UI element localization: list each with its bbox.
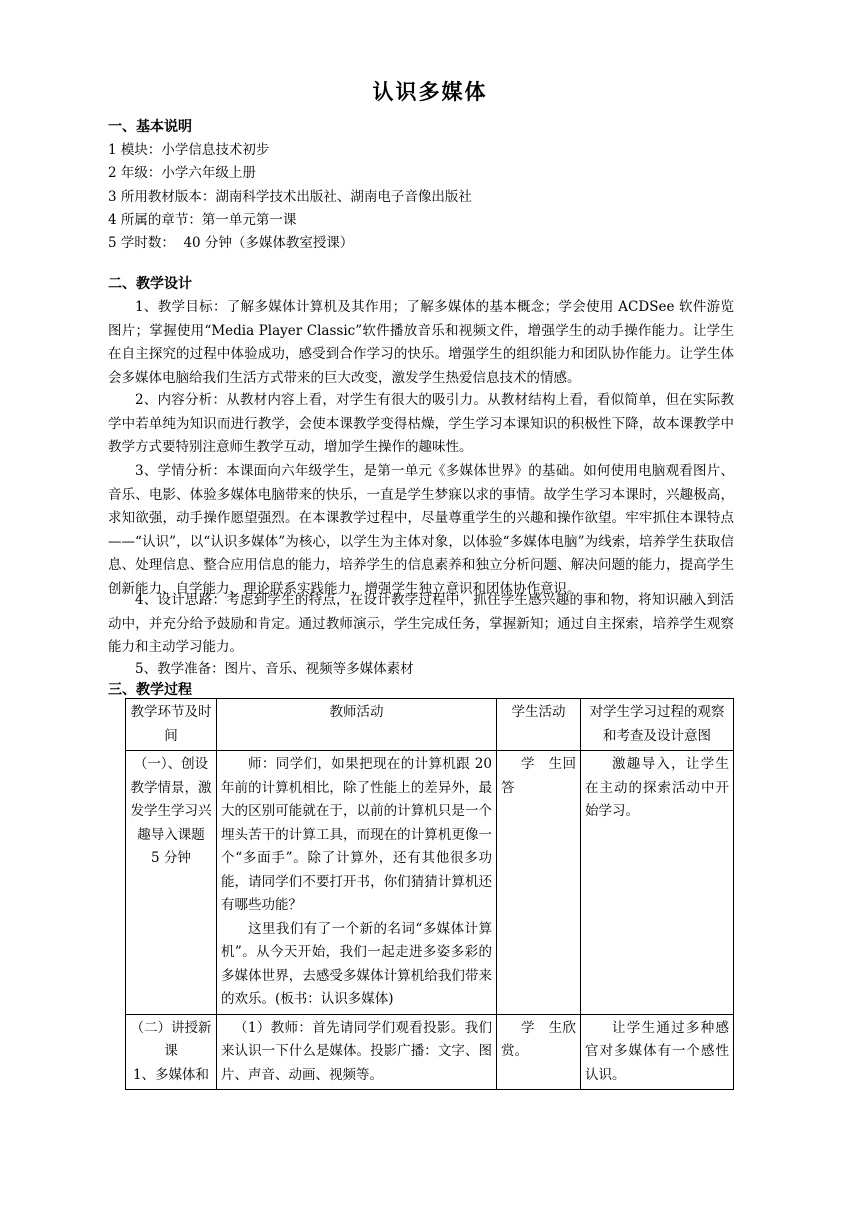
stage-time: 5 分钟	[151, 850, 191, 866]
paragraph-preparation: 5、教学准备：图片、音乐、视频等多媒体素材	[135, 661, 414, 677]
teacher-text: 这里我们有了一个新的名词“多媒体计算机”。从今天开始，我们一起走进多姿多彩的多媒体世界，去感受多媒体计算机给我们带来的欢乐。(板书：认识多媒体)	[221, 920, 492, 1007]
table-row	[126, 751, 734, 1015]
stage-cell	[126, 1014, 217, 1090]
intent-text: 让学生通过多种感官对多媒体有一个感性认识。	[585, 1019, 729, 1083]
teaching-process-table	[125, 698, 734, 1090]
paragraph-objectives: 1、教学目标：了解多媒体计算机及其作用；了解多媒体的基本概念；学会使用 ACDSee 软件游览图片；掌握使用“Media Player Classic”软件播放音乐和视频文件，增强学生的动手操作能力。让学生在自主探究的过程中体验成功，感受到合作学习的快乐。增强学生的组织能力和团队协作能力。让学生体会多媒体电脑给我们生活方式带来的巨大改变，激发学生热爱信息技术的情感。	[108, 299, 734, 386]
section-heading-design: 二、教学设计	[108, 276, 192, 292]
intent-cell	[581, 1014, 734, 1090]
header-teacher-activity: 教师活动	[217, 699, 497, 751]
section-heading-basic-info: 一、基本说明	[108, 119, 192, 135]
info-item-grade: 2 年级：小学六年级上册	[108, 165, 256, 181]
stage-cell	[126, 751, 217, 1015]
info-item-hours: 5 学时数： 40 分钟（多媒体教室授课）	[108, 235, 354, 251]
intent-cell	[581, 751, 734, 1015]
header-stage: 教学环节及时间	[126, 699, 217, 751]
stage-label: （一）、创设教学情景，激发学生学习兴趣导入课题	[130, 756, 212, 843]
student-text: 学 生回答	[501, 756, 576, 796]
header-student-activity: 学生活动	[497, 699, 581, 751]
intent-text: 激趣导入，让学生在主动的探索活动中开始学习。	[585, 756, 729, 819]
header-intent: 对学生学习过程的观察和考查及设计意图	[581, 699, 734, 751]
student-text: 学 生欣赏。	[501, 1019, 576, 1059]
table-header-row	[126, 699, 734, 751]
table-row	[126, 1014, 734, 1090]
document-title: 认识多媒体	[372, 80, 488, 104]
student-activity-cell	[497, 751, 581, 1015]
paragraph-design-idea: 4、设计思路：考虑到学生的特点，在设计教学过程中，抓住学生感兴趣的事和物，将知识融入到活动中，并充分给予鼓励和肯定。通过教师演示，学生完成任务，掌握新知；通过自主探索，培养学生观察能力和主动学习能力。	[108, 592, 734, 655]
stage-sub: 1、多媒体和	[132, 1066, 210, 1083]
info-item-module: 1 模块：小学信息技术初步	[108, 142, 270, 158]
student-activity-cell	[497, 1014, 581, 1090]
teacher-text: 师：同学们，如果把现在的计算机跟 20 年前的计算机相比，除了性能上的差异外，最大的区别可能就在于，以前的计算机只是一个埋头苦干的计算工具，而现在的计算机更像一个“多面手”。除了计算外，还有其他很多功能，请同学们不要打开书，你们猜猜计算机还有哪些功能？	[221, 756, 492, 913]
teacher-text: （1）教师：首先请同学们观看投影。我们来认识一下什么是媒体。投影广播：文字、图片、声音、动画、视频等。	[221, 1019, 492, 1083]
paragraph-student-analysis: 3、学情分析：本课面向六年级学生，是第一单元《多媒体世界》的基础。如何使用电脑观看图片、音乐、电影、体验多媒体电脑带来的快乐，一直是学生梦寐以求的事情。故学生学习本课时，兴趣极高，求知欲强，动手操作愿望强烈。在本课教学过程中，尽量尊重学生的兴趣和操作欲望。牢牢抓住本课特点——“认识”，以“认识多媒体”为核心，以学生为主体对象，以体验“多媒体电脑”为线索，培养学生获取信息、处理信息、整合应用信息的能力，培养学生的信息素养和独立分析问题、解决问题的能力，提高学生创新能力、自学能力、理论联系实践能力，增强学生独立意识和团体协作意识。	[108, 463, 734, 597]
stage-label: （二）讲授新课	[130, 1019, 212, 1059]
teacher-activity-cell	[217, 1014, 497, 1090]
info-item-chapter: 4 所属的章节：第一单元第一课	[108, 212, 297, 228]
info-item-textbook: 3 所用教材版本：湖南科学技术出版社、湖南电子音像出版社	[108, 189, 472, 205]
teacher-activity-cell	[217, 751, 497, 1015]
section-heading-process: 三、教学过程	[108, 682, 192, 698]
paragraph-content-analysis: 2、内容分析：从教材内容上看，对学生有很大的吸引力。从教材结构上看，看似简单，但在实际教学中若单纯为知识而进行教学，会使本课教学变得枯燥，学生学习本课知识的积极性下降，故本课教学中教学方式要特别注意师生教学互动，增加学生操作的趣味性。	[108, 392, 734, 455]
